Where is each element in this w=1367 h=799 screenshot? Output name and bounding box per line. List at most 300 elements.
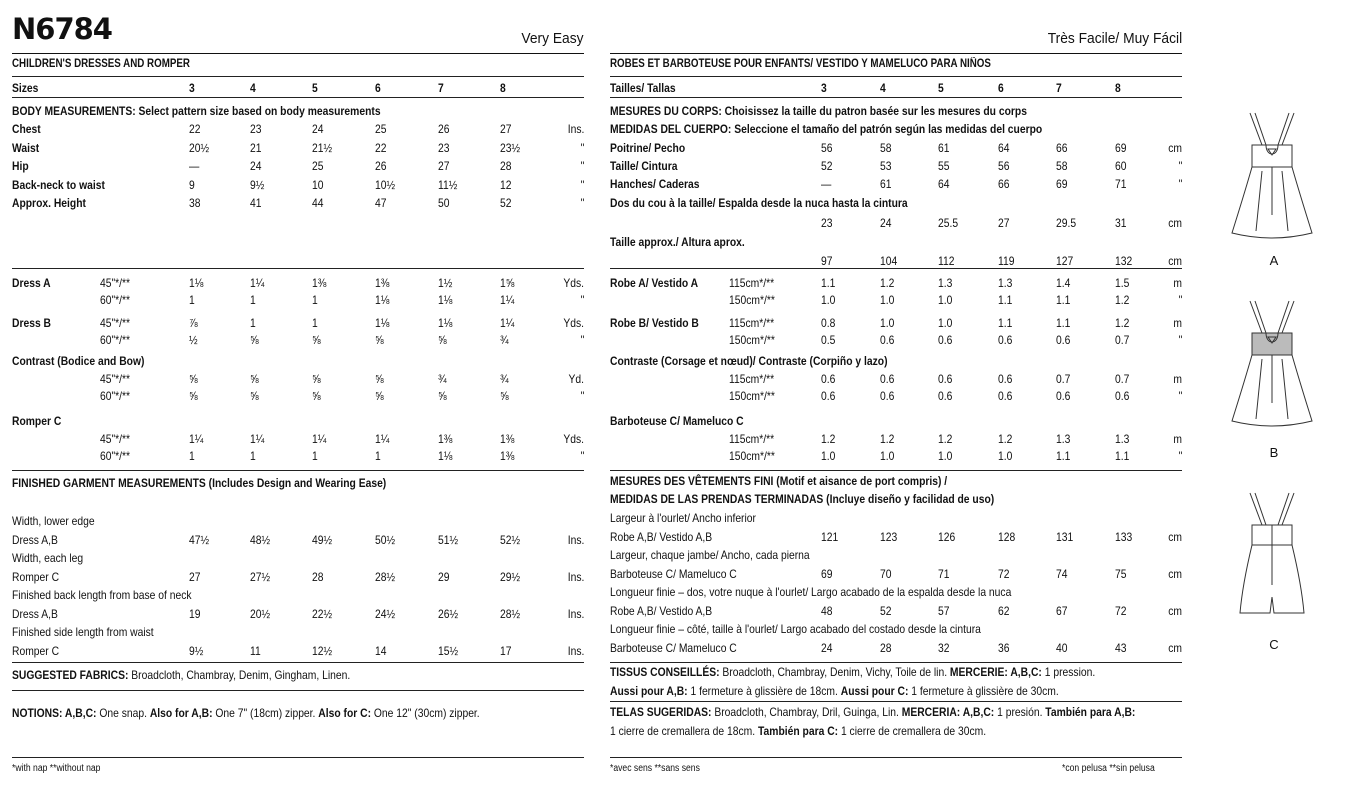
value-cell: 22 xyxy=(189,122,201,136)
value-cell: 112 xyxy=(938,254,955,268)
value-cell: 26 xyxy=(375,159,387,173)
value-cell: 97 xyxy=(821,254,833,268)
value-cell: 28 xyxy=(500,159,512,173)
fabric-width: 150cm*/** xyxy=(729,389,775,403)
value-cell: 1.0 xyxy=(821,449,836,463)
value-cell: 1.2 xyxy=(821,432,836,446)
value-cell: ⅝ xyxy=(189,372,198,386)
unit-cell: Ins. xyxy=(567,533,584,547)
row-label: Robe A,B/ Vestido A,B xyxy=(610,604,713,618)
pattern-number: N6784 xyxy=(12,12,112,46)
unit-cell: " xyxy=(580,159,584,173)
value-cell: 1.1 xyxy=(998,316,1013,330)
chart-title: CHILDREN'S DRESSES AND ROMPER xyxy=(12,58,190,70)
value-cell: 71 xyxy=(1115,177,1127,191)
value-cell: 61 xyxy=(880,177,892,191)
unit-cell: " xyxy=(580,449,584,463)
value-cell: 29.5 xyxy=(1056,216,1077,230)
value-cell: 11 xyxy=(250,644,261,658)
value-cell: 75 xyxy=(1115,567,1127,581)
value-cell: — xyxy=(189,159,200,173)
row-label: Dress B xyxy=(12,316,52,330)
value-cell: 123 xyxy=(880,530,898,544)
measurement-heading: Width, each leg xyxy=(12,551,84,565)
value-cell: 29½ xyxy=(500,570,521,584)
value-cell: 49½ xyxy=(312,533,333,547)
fabric-width: 115cm*/** xyxy=(729,432,775,446)
notions-text: 1 presión. xyxy=(994,705,1046,719)
value-cell: 24 xyxy=(880,216,892,230)
row-label: Romper C xyxy=(12,644,60,658)
value-cell: 0.6 xyxy=(998,333,1013,347)
value-cell: 1.3 xyxy=(1056,432,1071,446)
row-label: Dress A xyxy=(12,276,51,290)
value-cell: 55 xyxy=(938,159,950,173)
value-cell: 0.6 xyxy=(938,389,953,403)
value-cell: 1½ xyxy=(438,276,453,290)
value-cell: 1.1 xyxy=(1115,449,1130,463)
row-label: Waist xyxy=(12,140,40,155)
fabrics-text: Broadcloth, Chambray, Denim, Gingham, Linen. xyxy=(128,668,351,682)
unit-cell: Yds. xyxy=(563,316,584,330)
unit-cell: m xyxy=(1173,316,1182,330)
unit-cell: cm xyxy=(1168,254,1182,268)
value-cell: 26½ xyxy=(438,607,459,621)
unit-cell: " xyxy=(580,389,584,403)
value-cell: 48 xyxy=(821,604,833,618)
difficulty-label: Très Facile/ Muy Fácil xyxy=(1047,30,1182,47)
body-measurements-title-fr: MESURES DU CORPS: Choisissez la taille du patron basée sur les mesures du corps xyxy=(610,104,1027,118)
value-cell: 24 xyxy=(821,641,833,655)
unit-cell: " xyxy=(580,177,584,192)
measurement-heading: Largeur, chaque jambe/ Ancho, cada pierna xyxy=(610,548,810,562)
notions-label: Also for C: xyxy=(318,706,372,720)
value-cell: 72 xyxy=(1115,604,1127,618)
body-measurements-title-es: MEDIDAS DEL CUERPO: Seleccione el tamaño del patrón según las medidas del cuerpo xyxy=(610,122,1043,136)
notions-label: Aussi pour C: xyxy=(840,684,909,698)
value-cell: 1.3 xyxy=(938,276,953,290)
value-cell: 0.8 xyxy=(821,316,836,330)
value-cell: ⅝ xyxy=(438,333,447,347)
value-cell: 0.5 xyxy=(821,333,836,347)
unit-cell: " xyxy=(580,293,584,307)
value-cell: 1¼ xyxy=(189,432,204,446)
value-cell: 23 xyxy=(250,122,262,136)
fabrics-label: SUGGESTED FABRICS: xyxy=(12,668,129,682)
value-cell: 1⅜ xyxy=(500,432,515,446)
divider xyxy=(610,53,1182,54)
unit-cell: " xyxy=(580,196,584,210)
value-cell: 24 xyxy=(250,159,262,173)
telas-sugeridas xyxy=(610,703,1135,741)
value-cell: 1.0 xyxy=(880,449,895,463)
divider xyxy=(12,53,584,54)
size-header: 4 xyxy=(250,81,256,95)
value-cell: 1 xyxy=(250,316,256,330)
value-cell: 29 xyxy=(438,570,450,584)
value-cell: 1⅛ xyxy=(375,316,390,330)
value-cell: 1.2 xyxy=(880,276,895,290)
value-cell: 0.6 xyxy=(938,333,953,347)
value-cell: ⅝ xyxy=(438,389,447,403)
value-cell: 23 xyxy=(438,140,450,155)
value-cell: 56 xyxy=(821,141,833,155)
value-cell: 50½ xyxy=(375,533,396,547)
row-label: Barboteuse C/ Mameluco C xyxy=(610,641,737,655)
value-cell: 28½ xyxy=(375,570,396,584)
unit-cell: " xyxy=(1178,449,1182,463)
notions-text: One snap. xyxy=(96,706,150,720)
size-header: 8 xyxy=(1115,81,1121,95)
value-cell: 70 xyxy=(880,567,892,581)
chart-title: ROBES ET BARBOTEUSE POUR ENFANTS/ VESTIDO Y MAMELUCO PARA NIÑOS xyxy=(610,58,991,70)
value-cell: 57 xyxy=(938,604,950,618)
value-cell: 0.6 xyxy=(821,372,836,386)
value-cell: 66 xyxy=(1056,141,1068,155)
value-cell: ⅝ xyxy=(375,372,384,386)
value-cell: 60 xyxy=(1115,159,1127,173)
sketch-drawings xyxy=(1222,105,1322,665)
value-cell: 132 xyxy=(1115,254,1133,268)
divider xyxy=(610,701,1182,702)
value-cell: 1.1 xyxy=(1056,293,1071,307)
value-cell: 1.3 xyxy=(998,276,1013,290)
value-cell: 1.2 xyxy=(938,432,953,446)
divider xyxy=(12,268,584,269)
english-sheet xyxy=(12,0,584,799)
row-label: Robe A/ Vestido A xyxy=(610,276,699,290)
value-cell: 52 xyxy=(500,196,512,210)
size-header: 7 xyxy=(1056,81,1062,95)
value-cell: 1⅜ xyxy=(312,276,327,290)
unit-cell: Ins. xyxy=(567,570,584,584)
unit-cell: Yd. xyxy=(568,372,584,386)
row-label: Chest xyxy=(12,122,41,136)
value-cell: 121 xyxy=(821,530,839,544)
value-cell: 58 xyxy=(880,141,892,155)
notions-text: 1 cierre de cremallera de 30cm. xyxy=(838,724,987,738)
value-cell: 1⅛ xyxy=(438,449,453,463)
row-label: Barboteuse C/ Mameluco C xyxy=(610,414,744,428)
unit-cell: " xyxy=(1178,333,1182,347)
value-cell: 1¼ xyxy=(500,316,515,330)
value-cell: 10½ xyxy=(375,177,396,192)
value-cell: 47½ xyxy=(189,533,210,547)
value-cell: 1⅛ xyxy=(438,293,453,307)
value-cell: ⅝ xyxy=(375,333,384,347)
divider xyxy=(610,470,1182,471)
notions-text: 1 cierre de cremallera de 18cm. xyxy=(610,724,758,738)
row-label: Poitrine/ Pecho xyxy=(610,141,686,155)
value-cell: 1.0 xyxy=(938,316,953,330)
unit-cell: cm xyxy=(1168,641,1182,655)
tissus-conseilles xyxy=(610,663,1095,701)
fabric-width: 45"*/** xyxy=(100,316,131,330)
difficulty-label: Very Easy xyxy=(521,30,584,47)
value-cell: 1⅜ xyxy=(500,449,515,463)
value-cell: 24½ xyxy=(375,607,396,621)
value-cell: 1⅝ xyxy=(500,276,515,290)
notions-text: 1 pression. xyxy=(1041,665,1096,679)
footnote: *avec sens **sans sens xyxy=(610,763,700,774)
value-cell: 20½ xyxy=(250,607,271,621)
size-header: 8 xyxy=(500,81,506,95)
fabric-width: 115cm*/** xyxy=(729,372,775,386)
row-label: Romper C xyxy=(12,570,60,584)
value-cell: 127 xyxy=(1056,254,1074,268)
row-label: Hanches/ Caderas xyxy=(610,177,700,191)
unit-cell: " xyxy=(1178,293,1182,307)
unit-cell: Yds. xyxy=(563,276,584,290)
unit-cell: Ins. xyxy=(567,122,584,136)
value-cell: 126 xyxy=(938,530,956,544)
value-cell: 1¼ xyxy=(312,432,327,446)
divider xyxy=(12,97,584,98)
row-label: Approx. Height xyxy=(12,196,86,210)
value-cell: 0.6 xyxy=(998,372,1013,386)
notions-label: Also for A,B: xyxy=(149,706,213,720)
fabric-width: 60"*/** xyxy=(100,333,131,347)
divider xyxy=(610,268,1182,269)
value-cell: 1.2 xyxy=(1115,293,1130,307)
notions-label: Aussi pour A,B: xyxy=(610,684,688,698)
row-label: Barboteuse C/ Mameluco C xyxy=(610,567,737,581)
unit-cell: " xyxy=(1178,159,1182,173)
value-cell: 1 xyxy=(250,293,256,307)
value-cell: 41 xyxy=(250,196,262,210)
value-cell: 0.7 xyxy=(1056,372,1071,386)
value-cell: 61 xyxy=(938,141,950,155)
size-header: 3 xyxy=(821,81,827,95)
unit-cell: cm xyxy=(1168,216,1182,230)
view-label-b: B xyxy=(1269,445,1279,460)
value-cell: 1.2 xyxy=(998,432,1013,446)
size-header: 6 xyxy=(998,81,1004,95)
value-cell: 67 xyxy=(1056,604,1068,618)
value-cell: 104 xyxy=(880,254,898,268)
value-cell: 1 xyxy=(250,449,256,463)
measurement-heading: Finished side length from waist xyxy=(12,625,154,639)
value-cell: 9½ xyxy=(189,644,204,658)
value-cell: 50 xyxy=(438,196,450,210)
fabric-width: 150cm*/** xyxy=(729,449,775,463)
value-cell: 0.6 xyxy=(938,372,953,386)
value-cell: 53 xyxy=(880,159,892,173)
value-cell: 25.5 xyxy=(938,216,959,230)
value-cell: 24 xyxy=(312,122,324,136)
notions-label: También para A,B: xyxy=(1045,705,1136,719)
value-cell: 52½ xyxy=(500,533,521,547)
value-cell: 64 xyxy=(998,141,1010,155)
notions-text: One 7" (18cm) zipper. xyxy=(212,706,319,720)
value-cell: 23½ xyxy=(500,140,521,155)
value-cell: 27 xyxy=(500,122,512,136)
value-cell: 1¼ xyxy=(250,432,265,446)
fabric-width: 150cm*/** xyxy=(729,293,775,307)
fabric-width: 115cm*/** xyxy=(729,276,775,290)
value-cell: 1¼ xyxy=(375,432,390,446)
value-cell: 21½ xyxy=(312,140,333,155)
row-label: Contraste (Corsage et nœud)/ Contraste (Corpiño y lazo) xyxy=(610,354,888,368)
value-cell: 69 xyxy=(821,567,833,581)
divider xyxy=(12,690,584,691)
value-cell: ¾ xyxy=(500,333,509,347)
row-label: Contrast (Bodice and Bow) xyxy=(12,354,145,368)
value-cell: 1.2 xyxy=(880,432,895,446)
value-cell: 51½ xyxy=(438,533,459,547)
value-cell: 0.6 xyxy=(1056,333,1071,347)
sizes-label: Sizes xyxy=(12,81,39,95)
value-cell: 31 xyxy=(1115,216,1127,230)
unit-cell: m xyxy=(1173,372,1182,386)
value-cell: 1 xyxy=(312,293,318,307)
dress-a-sketch xyxy=(1232,113,1312,238)
unit-cell: " xyxy=(580,140,584,155)
fabric-width: 115cm*/** xyxy=(729,316,775,330)
value-cell: 9 xyxy=(189,177,195,192)
finished-measurements-title-es: MEDIDAS DE LAS PRENDAS TERMINADAS (Incluye diseño y facilidad de uso) xyxy=(610,492,995,506)
value-cell: 66 xyxy=(998,177,1010,191)
value-cell: 69 xyxy=(1056,177,1068,191)
value-cell: 1.0 xyxy=(880,293,895,307)
unit-cell: cm xyxy=(1168,530,1182,544)
value-cell: 32 xyxy=(938,641,950,655)
value-cell: 11½ xyxy=(438,177,458,192)
value-cell: 1.1 xyxy=(998,293,1013,307)
value-cell: 56 xyxy=(998,159,1010,173)
value-cell: 1⅛ xyxy=(189,276,204,290)
value-cell: 43 xyxy=(1115,641,1127,655)
value-cell: 1⅜ xyxy=(438,432,453,446)
notions-label: MERCERIE: A,B,C: xyxy=(949,665,1042,679)
value-cell: 15½ xyxy=(438,644,459,658)
value-cell: ⅝ xyxy=(250,333,259,347)
value-cell: 1.0 xyxy=(938,293,953,307)
value-cell: 22 xyxy=(375,140,387,155)
value-cell: 0.6 xyxy=(1056,389,1071,403)
unit-cell: cm xyxy=(1168,567,1182,581)
value-cell: 69 xyxy=(1115,141,1127,155)
value-cell: ⅝ xyxy=(375,389,384,403)
fabrics-text: Broadcloth, Chambray, Dril, Guinga, Lin. xyxy=(711,705,902,719)
divider xyxy=(610,97,1182,98)
value-cell: 119 xyxy=(998,254,1015,268)
value-cell: 23 xyxy=(821,216,833,230)
fabrics-text: Broadcloth, Chambray, Denim, Vichy, Toile de lin. xyxy=(719,665,950,679)
fabric-width: 60"*/** xyxy=(100,389,131,403)
value-cell: 1⅛ xyxy=(375,293,390,307)
finished-measurements-title-fr: MESURES DES VÊTEMENTS FINI (Motif et aisance de port compris) / xyxy=(610,474,948,488)
notions-label: NOTIONS: A,B,C: xyxy=(12,706,97,720)
value-cell: ½ xyxy=(189,333,198,347)
value-cell: 9½ xyxy=(250,177,265,192)
value-cell: 17 xyxy=(500,644,512,658)
value-cell: 58 xyxy=(1056,159,1068,173)
value-cell: 128 xyxy=(998,530,1016,544)
value-cell: 1⅛ xyxy=(438,316,453,330)
row-label: Dos du cou à la taille/ Espalda desde la nuca hasta la cintura xyxy=(610,196,908,210)
value-cell: 21 xyxy=(250,140,262,155)
size-header: 5 xyxy=(938,81,944,95)
value-cell: 1 xyxy=(312,449,318,463)
value-cell: 38 xyxy=(189,196,201,210)
unit-cell: m xyxy=(1173,276,1182,290)
value-cell: 48½ xyxy=(250,533,271,547)
fabric-width: 45"*/** xyxy=(100,276,131,290)
value-cell: 27 xyxy=(438,159,450,173)
value-cell: 28½ xyxy=(500,607,521,621)
value-cell: 1.1 xyxy=(1056,449,1071,463)
value-cell: 1.2 xyxy=(1115,316,1130,330)
value-cell: 44 xyxy=(312,196,324,210)
footnote: *with nap **without nap xyxy=(12,763,101,774)
value-cell: 14 xyxy=(375,644,387,658)
value-cell: 22½ xyxy=(312,607,333,621)
romper-c-sketch xyxy=(1240,493,1304,613)
divider xyxy=(610,76,1182,77)
value-cell: 26 xyxy=(438,122,450,136)
value-cell: 10 xyxy=(312,177,324,192)
value-cell: 25 xyxy=(312,159,324,173)
notions-text: 1 fermeture à glissière de 30cm. xyxy=(908,684,1059,698)
view-label-a: A xyxy=(1269,253,1279,268)
value-cell: 1.3 xyxy=(1115,432,1130,446)
value-cell: 131 xyxy=(1056,530,1074,544)
value-cell: 12½ xyxy=(312,644,333,658)
row-label: Hip xyxy=(12,159,29,173)
row-label: Dress A,B xyxy=(12,607,58,621)
row-label: Romper C xyxy=(12,414,62,428)
measurement-heading: Width, lower edge xyxy=(12,514,95,528)
value-cell: 71 xyxy=(938,567,950,581)
notions-label: MERCERIA: A,B,C: xyxy=(901,705,995,719)
french-spanish-sheet xyxy=(610,0,1182,799)
unit-cell: cm xyxy=(1168,141,1182,155)
notions-text: One 12" (30cm) zipper. xyxy=(371,706,480,720)
value-cell: ⅝ xyxy=(250,389,259,403)
value-cell: ⅝ xyxy=(312,333,321,347)
value-cell: ⅞ xyxy=(189,316,198,330)
value-cell: 52 xyxy=(821,159,833,173)
measurement-heading: Largeur à l'ourlet/ Ancho inferior xyxy=(610,511,756,525)
unit-cell: " xyxy=(580,333,584,347)
unit-cell: Yds. xyxy=(563,432,584,446)
fabric-width: 150cm*/** xyxy=(729,333,775,347)
divider xyxy=(12,76,584,77)
size-header: 6 xyxy=(375,81,381,95)
value-cell: 0.7 xyxy=(1115,372,1130,386)
value-cell: ⅝ xyxy=(312,389,321,403)
suggested-fabrics xyxy=(12,666,350,685)
value-cell: 1.5 xyxy=(1115,276,1130,290)
row-label: Taille/ Cintura xyxy=(610,159,678,173)
value-cell: 0.7 xyxy=(1115,333,1130,347)
garment-sketches xyxy=(1222,105,1322,665)
value-cell: 1.0 xyxy=(880,316,895,330)
value-cell: 1.0 xyxy=(821,293,836,307)
value-cell: 74 xyxy=(1056,567,1068,581)
value-cell: 0.6 xyxy=(821,389,836,403)
fabrics-label: TELAS SUGERIDAS: xyxy=(610,705,712,719)
unit-cell: " xyxy=(1178,389,1182,403)
size-header: 5 xyxy=(312,81,318,95)
notions xyxy=(12,704,480,723)
value-cell: 0.6 xyxy=(880,389,895,403)
value-cell: 0.6 xyxy=(880,372,895,386)
value-cell: 25 xyxy=(375,122,387,136)
divider xyxy=(12,662,584,663)
measurement-heading: Finished back length from base of neck xyxy=(12,588,192,602)
